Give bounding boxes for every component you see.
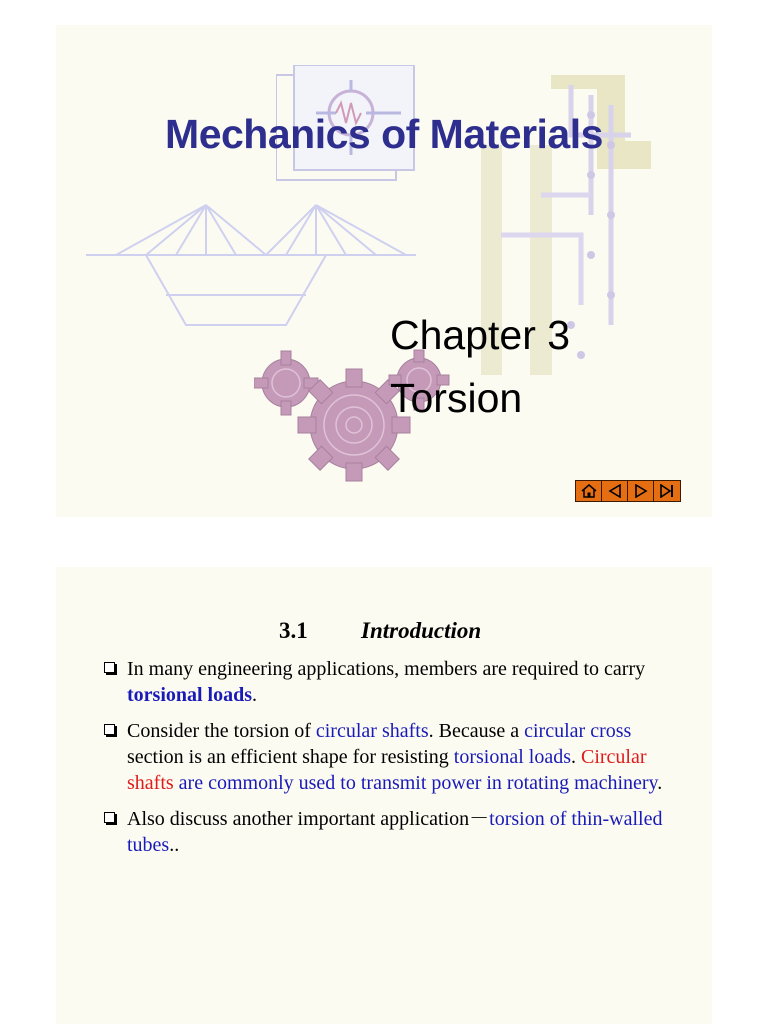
home-button[interactable] — [576, 481, 602, 501]
chapter-label: Chapter 3 — [390, 312, 571, 358]
bullet-text: In many engineering applications, members are required to carry — [127, 658, 646, 680]
keyword-circular-cross: circular cross — [524, 720, 632, 742]
section-number: 3.1 — [279, 618, 308, 643]
bullet-text: . — [570, 746, 581, 768]
keyword-circular-shafts: circular shafts — [315, 720, 429, 742]
bullet-item — [102, 806, 682, 858]
bullet-list — [102, 656, 682, 868]
bullet-text: Also discuss another important application－ — [127, 808, 490, 830]
bullet-item — [102, 656, 682, 708]
bullet-text: Consider the torsion of — [127, 720, 316, 742]
checkbox-bullet-icon — [104, 812, 115, 823]
introduction-slide — [56, 567, 712, 1024]
title-slide — [56, 25, 712, 517]
slide-navigation — [575, 480, 681, 502]
highlight-transmit-power: are commonly used to transmit power in rotating machinery — [173, 772, 658, 794]
last-icon — [659, 484, 675, 498]
section-title: Introduction — [361, 618, 482, 643]
section-heading — [279, 618, 481, 644]
bullet-item — [102, 718, 682, 796]
bullet-text: .. — [169, 834, 180, 856]
bullet-text: section is an efficient shape for resisting — [127, 746, 454, 768]
bullet-text: . — [252, 684, 258, 706]
previous-button[interactable] — [602, 481, 628, 501]
presentation-title: Mechanics of Materials — [165, 111, 603, 157]
home-icon — [581, 484, 597, 498]
chapter-topic: Torsion — [390, 375, 523, 421]
checkbox-bullet-icon — [104, 724, 115, 735]
keyword-thin-walled-tubes: torsion of thin-walled tubes — [127, 808, 663, 856]
next-icon — [633, 484, 649, 498]
bridge-graphic — [86, 195, 416, 345]
keyword-torsional-loads: torsional loads — [127, 684, 253, 706]
last-button[interactable] — [654, 481, 680, 501]
bullet-text: . Because a — [428, 720, 525, 742]
bullet-text: . — [657, 772, 663, 794]
previous-icon — [607, 484, 623, 498]
emphasis-circular-shafts: Circular shafts — [127, 746, 647, 794]
next-button[interactable] — [628, 481, 654, 501]
checkbox-bullet-icon — [104, 662, 115, 673]
keyword-torsional-loads: torsional loads — [453, 746, 571, 768]
